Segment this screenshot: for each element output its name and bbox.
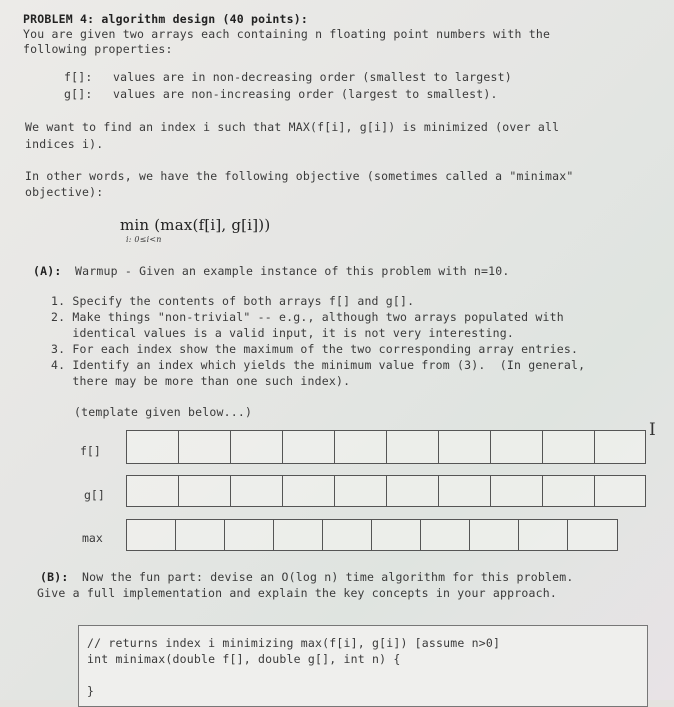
- g-cell[interactable]: [127, 476, 179, 506]
- part-b-line-2: Give a full implementation and explain the key concepts in your approach.: [37, 586, 558, 600]
- text-cursor-icon: I: [649, 420, 656, 440]
- max-cell[interactable]: [127, 520, 176, 550]
- minimax-formula: min (max(f[i], g[i])): [120, 216, 271, 234]
- g-cell[interactable]: [283, 476, 335, 506]
- f-array-grid: [126, 430, 646, 464]
- minimax-formula-subscript: i: 0≤i<n: [126, 235, 162, 244]
- part-a-item-4-cont: there may be more than one such index).: [51, 374, 351, 388]
- code-close-brace: }: [87, 684, 95, 698]
- f-cell[interactable]: [439, 431, 491, 463]
- intro-line-2: following properties:: [23, 42, 173, 56]
- f-cell[interactable]: [179, 431, 231, 463]
- part-a-text: Warmup - Given an example instance of this problem with n=10.: [75, 264, 510, 278]
- part-a-item-1: 1. Specify the contents of both arrays f[] and g[].: [51, 294, 415, 308]
- g-cell[interactable]: [335, 476, 387, 506]
- f-cell[interactable]: [335, 431, 387, 463]
- g-cell[interactable]: [595, 476, 645, 506]
- max-cell[interactable]: [323, 520, 372, 550]
- code-comment: // returns index i minimizing max(f[i], g[i]) [assume n>0]: [87, 636, 501, 650]
- code-answer-box[interactable]: [78, 625, 648, 707]
- part-a-item-4: 4. Identify an index which yields the minimum value from (3). (In general,: [51, 358, 586, 372]
- part-a-label: (A):: [33, 264, 62, 278]
- row-label-g: g[]: [84, 488, 105, 502]
- intro-line-1: You are given two arrays each containing n floating point numbers with the: [23, 27, 551, 41]
- f-cell[interactable]: [231, 431, 283, 463]
- other-words-line-2: objective):: [25, 185, 104, 199]
- part-a-item-2-cont: identical values is a valid input, it is not very interesting.: [51, 326, 515, 340]
- part-b-text: Now the fun part: devise an O(log n) time algorithm for this problem.: [82, 570, 574, 584]
- g-cell[interactable]: [491, 476, 543, 506]
- f-cell[interactable]: [387, 431, 439, 463]
- part-a-item-2: 2. Make things "non-trivial" -- e.g., although two arrays populated with: [51, 310, 564, 324]
- max-cell[interactable]: [568, 520, 617, 550]
- g-cell[interactable]: [439, 476, 491, 506]
- problem-heading: PROBLEM 4: algorithm design (40 points):: [23, 12, 308, 26]
- f-cell[interactable]: [127, 431, 179, 463]
- max-cell[interactable]: [225, 520, 274, 550]
- row-label-max: max: [82, 531, 103, 545]
- f-cell[interactable]: [491, 431, 543, 463]
- max-array-grid: [126, 519, 618, 551]
- max-cell[interactable]: [470, 520, 519, 550]
- template-note: (template given below...): [74, 405, 253, 419]
- goal-line-1: We want to find an index i such that MAX(f[i], g[i]) is minimized (over all: [25, 120, 560, 134]
- code-signature: int minimax(double f[], double g[], int n) {: [87, 652, 401, 666]
- max-cell[interactable]: [421, 520, 470, 550]
- f-cell[interactable]: [283, 431, 335, 463]
- other-words-line-1: In other words, we have the following objective (sometimes called a "minimax": [25, 169, 574, 183]
- row-label-f: f[]: [80, 444, 101, 458]
- prop-g-label: g[]:: [64, 87, 93, 101]
- f-cell[interactable]: [595, 431, 645, 463]
- prop-f-label: f[]:: [64, 70, 93, 84]
- g-array-grid: [126, 475, 646, 507]
- prop-f-text: values are in non-decreasing order (smallest to largest): [113, 70, 512, 84]
- goal-line-2: indices i).: [25, 137, 104, 151]
- max-cell[interactable]: [372, 520, 421, 550]
- g-cell[interactable]: [231, 476, 283, 506]
- part-b-label: (B):: [40, 570, 69, 584]
- g-cell[interactable]: [179, 476, 231, 506]
- part-a-item-3: 3. For each index show the maximum of the two corresponding array entries.: [51, 342, 579, 356]
- f-cell[interactable]: [543, 431, 595, 463]
- max-cell[interactable]: [274, 520, 323, 550]
- g-cell[interactable]: [543, 476, 595, 506]
- g-cell[interactable]: [387, 476, 439, 506]
- prop-g-text: values are non-increasing order (largest to smallest).: [113, 87, 498, 101]
- max-cell[interactable]: [519, 520, 568, 550]
- max-cell[interactable]: [176, 520, 225, 550]
